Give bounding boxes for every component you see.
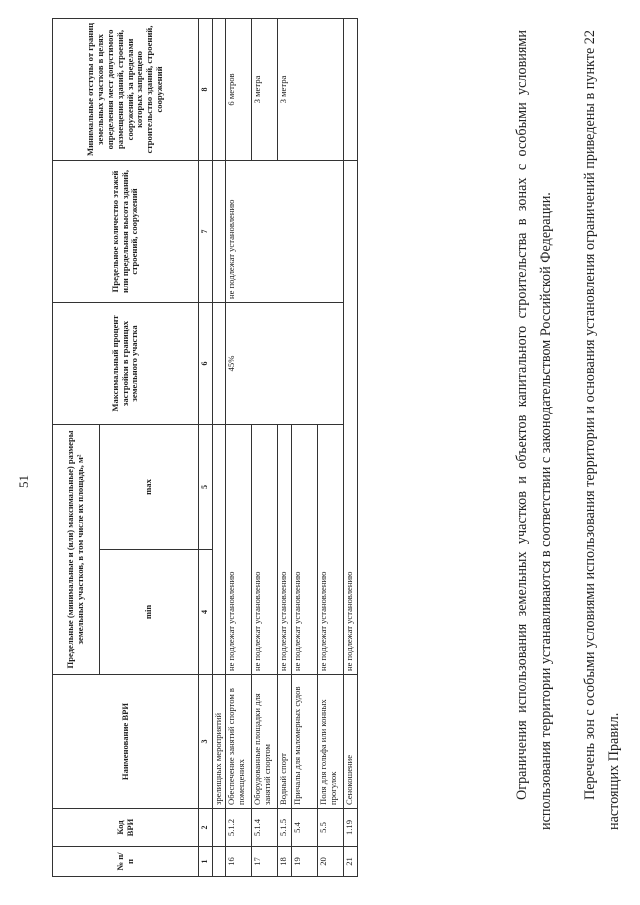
row-sizes: не подлежат установлению — [291, 424, 317, 674]
page-number: 51 — [16, 475, 31, 488]
row-code: 5.1.4 — [251, 809, 277, 847]
row-no: 19 — [291, 847, 317, 877]
col-num: 5 — [199, 424, 213, 549]
row-name: Оборудованные площадки для занятий спортом — [251, 675, 277, 809]
table-row — [277, 18, 291, 876]
row-setback: 6 метров — [225, 18, 251, 160]
row-code: 5.1.2 — [225, 809, 251, 847]
row-no: 18 — [277, 847, 291, 877]
col-num: 2 — [199, 809, 213, 847]
table-row-continuation — [213, 18, 226, 876]
row-percent: 45% — [225, 302, 343, 424]
row-sizes: не подлежат установлению — [277, 424, 291, 674]
header-min: min — [100, 550, 199, 675]
row-no: 17 — [251, 847, 277, 877]
row-name: Водный спорт — [277, 675, 291, 809]
col-num: 4 — [199, 550, 213, 675]
header-no: № п/п — [53, 847, 199, 877]
header-setback: Минимальные отступы от границ земельных участков в целях определения мест допустимого размещения зданий, строений, сооружений, за пределами которых запрещено строительство зданий, строений, сооружений — [53, 18, 199, 160]
col-num: 1 — [199, 847, 213, 877]
header-percent: Максимальный процент застройки в границах земельного участка — [53, 302, 199, 424]
row-sizes: не подлежат установлению — [251, 424, 277, 674]
table-row — [225, 18, 251, 876]
row-setback: 3 метра — [277, 18, 343, 160]
header-row-1 — [53, 18, 100, 876]
header-max: max — [100, 424, 199, 549]
table-row — [343, 18, 357, 876]
row-no: 20 — [317, 847, 343, 877]
continuation-text: зрелищных мероприятий — [213, 675, 226, 809]
row-name: Поля для гольфа или конных прогулок — [317, 675, 343, 809]
column-number-row — [199, 18, 213, 876]
col-num: 8 — [199, 18, 213, 160]
zoning-table — [52, 18, 358, 877]
row-name: Причалы для маломерных судов — [291, 675, 317, 809]
col-num: 3 — [199, 675, 213, 809]
row-floors: не подлежат установлению — [225, 160, 343, 302]
row-code: 5.5 — [317, 809, 343, 847]
row-code: 5.1.5 — [277, 809, 291, 847]
row-name: Обеспечение занятий спортом в помещениях — [225, 675, 251, 809]
header-floors: Предельное количество этажей или предельная высота зданий, строений, сооружений — [53, 160, 199, 302]
row-name: Сенокошение — [343, 675, 357, 809]
col-num: 7 — [199, 160, 213, 302]
row-code: 1.19 — [343, 809, 357, 847]
note-paragraph-2: Перечень зон с особыми условиями использования территории и основания установления ограничений приведены в пункте 22 настоящих Правил. — [582, 30, 622, 830]
row-setback: 3 метра — [251, 18, 277, 160]
row-no: 21 — [343, 847, 357, 877]
row-sizes: не подлежат установлению — [343, 160, 357, 674]
row-no: 16 — [225, 847, 251, 877]
table-row — [251, 18, 277, 876]
header-code: Код ВРИ — [53, 809, 199, 847]
row-code: 5.4 — [291, 809, 317, 847]
row-sizes: не подлежат установлению — [317, 424, 343, 674]
col-num: 6 — [199, 302, 213, 424]
row-sizes: не подлежат установлению — [225, 424, 251, 674]
header-name: Наименование ВРИ — [53, 675, 199, 809]
header-sizes: Предельные (минимальные и (или) максимальные) размеры земельных участков, в том числе их площадь, м² — [53, 424, 100, 674]
note-paragraph-1: Ограничения использования земельных участков и объектов капитального строительства в зонах с особыми условиями использования территории устанавливаются в соответствии с законодательством Российской Федерации. — [514, 30, 554, 830]
